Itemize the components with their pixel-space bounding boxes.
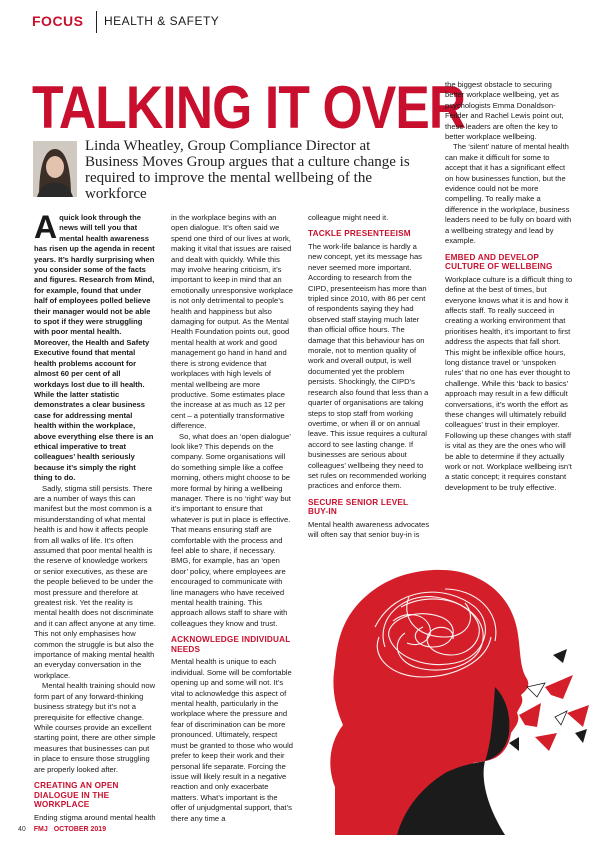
page-footer	[18, 826, 106, 833]
paragraph: Workplace culture is a difficult thing to define at the best of times, but everyone knows what it is and how it affects staff. To really succeed in creating a working environment that prioritises health, it’s important to first address the aspects that fall short. This might be inflexible office hours, long distance travel or ‘unspoken rules’ that no one has ever thought to challenge. While this ‘back to basics’ approach may result in a few difficult conversations, it’s worth the effort as these changes will ultimately rebuild colleagues’ trust in their employer. Following up these changes with staff is vital as they are the ones who will be able to determine if they actually work or not. Workplace wellbeing isn’t a static concept; it requires constant development to be truly effective.	[445, 274, 573, 492]
subheading: ACKNOWLEDGE INDIVIDUAL NEEDS	[171, 635, 291, 654]
paragraph: Ending stigma around mental health	[34, 812, 156, 822]
paragraph: colleague might need it.	[308, 213, 389, 222]
paragraph: in the workplace begins with an open dialogue. It’s often said we spend one third of our lives at work, making it vital that issues are raised and dealt with quickly. While this may involve hearing criticism, it’s important to keep in mind that an emotionally unresponsive workplace is not only detrimental to people’s health and happiness but also damaging for output. As the Mental Health Foundation points out, good mental health at work and good management go hand in hand and there is strong evidence that workplaces with high levels of mental wellbeing are more productive. Some estimates place the increase at as much as 12 per cent – a potentially transformative difference.	[171, 213, 293, 431]
column-1	[34, 209, 156, 823]
lead-paragraph	[34, 209, 156, 484]
paragraph: The work-life balance is hardly a new concept, yet its message has never seemed more important. According to research from the CIPD, presenteeism has more than tripled since 2010, with 86 per cent of respondents saying they had observed staff staying much later than official office hours. The damage that this behaviour has on morale, not to mention quality of work and overall output, is well documented yet the problem persists. Shockingly, the CIPD’s research also found that less than a quarter of organisations are taking steps to stop staff from working overtime, or when ill or on annual leave. This issue requires a cultural accord to see lasting change. If businesses are serious about colleagues’ wellbeing they need to set rules on recommended working practices and enforce them.	[308, 242, 429, 491]
paragraph: Mental health awareness advocates will often say that senior buy-in is	[308, 519, 430, 540]
drop-cap: A	[34, 209, 58, 245]
paragraph: the biggest obstacle to securing better workplace wellbeing, yet as psychologists Emma Donaldson-Feilder and Rachel Lewis point out, these leaders are often the key to better workplace wellbeing.	[445, 80, 564, 142]
standfirst: Linda Wheatley, Group Compliance Director at Business Moves Group argues that a culture change is required to improve the mental wellbeing of the workforce	[85, 138, 410, 202]
page-number: 40	[18, 826, 26, 833]
article-title: TALKING IT OVER	[32, 74, 466, 141]
section-label: HEALTH & SAFETY	[104, 14, 220, 28]
head-illustration	[305, 537, 598, 835]
lead-text: quick look through the news will tell you that mental health awareness has risen up the agenda in recent years. It’s hardly surprising when you consider some of the facts and figures. Research from Mind, for example, found that under half of employees polled believe their manager would not be able to spot if they were struggling with poor mental health. Moreover, the Health and Safety Executive found that mental health problems account for almost 60 per cent of all workdays lost due to ill health. While the latter statistic demonstrates a clear business case for addressing mental health within the workplace, above everything else there is an ethical imperative to treat colleagues’ health seriously because it’s simply the right thing to do.	[34, 213, 155, 483]
magazine-brand: FMJ	[33, 826, 48, 833]
paragraph: The ‘silent’ nature of mental health can make it difficult for some to accept that it has a significant effect on how businesses function, but the evidence could not be more compelling. To really make a difference in the workplace, business leaders need to be fully on board with a wellbeing strategy and lead by example.	[445, 142, 572, 246]
column-4	[445, 80, 573, 493]
page-header	[24, 10, 574, 34]
issue-date: OCTOBER 2019	[53, 826, 107, 833]
paragraph: Sadly, stigma still persists. There are a number of ways this can manifest but the most common is a misunderstanding of what mental health is and how it affects people from all walks of life. It’s often assumed that poor mental health is the reserve of knowledge workers or senior executives, as these are the people believed to be under the most pressure and therefore at greatest risk. Yet the reality is mental health does not discriminate and it can affect anyone at any time. This not only emphasises how common the struggle is but also the importance of making mental health an everyday conversation in the workplace.	[34, 483, 156, 680]
subheading: EMBED AND DEVELOP CULTURE OF WELLBEING	[445, 252, 553, 272]
paragraph: Mental health training should now form part of any forward-thinking business strategy but it’s not a prerequisite for effective change. While courses provide an excellent starting point, there are other simple measures that businesses can put in place to ensure those struggling are properly looked after.	[34, 681, 156, 774]
subheading: SECURE SENIOR LEVEL BUY-IN	[308, 497, 409, 517]
paragraph: Mental health is unique to each individual. Some will be comfortable opening up and some will not. It’s vital to acknowledge this aspect of mental health, particularly in the workplace where the pressure and fear of discrimination can be more pronounced. Ultimately, respect must be granted to those who would prefer to keep their work and their personal life separate. Forcing the issue will likely result in a negative reaction and only exacerbate matters. What’s important is the offer of unjudgmental support, that’s there any time a	[171, 657, 293, 823]
subheading: TACKLE PRESENTEEISM	[308, 229, 411, 239]
paragraph: So, what does an ‘open dialogue’ look like? This depends on the company. Some organisations will do something simple like a coffee morning, others might choose to be more formal by hiring a wellbeing manager. There is no ‘right’ way but it’s important to ensure that whatever is put in place is effective. That means ensuring staff are comfortable with the process and feel able to share, if necessary. BMG, for example, has an ‘open door’ policy, where employees are encouraged to communicate with line managers who have received mental health training. This approach allows staff to share with colleagues they know and trust.	[171, 431, 291, 628]
author-photo	[33, 141, 77, 197]
header-divider	[96, 11, 97, 33]
focus-label: FOCUS	[32, 13, 84, 29]
column-3	[308, 213, 430, 541]
column-2	[171, 213, 293, 824]
subheading: CREATING AN OPEN DIALOGUE IN THE WORKPLACE	[34, 780, 119, 810]
